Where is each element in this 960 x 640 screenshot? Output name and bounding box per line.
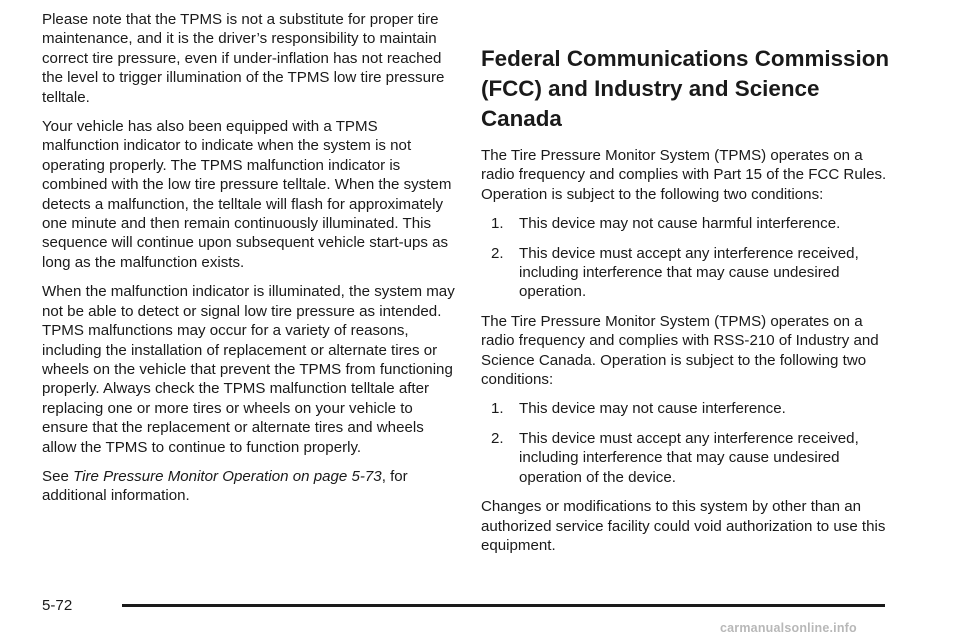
footer-rule [122,604,885,607]
page-number: 5-72 [42,597,73,614]
paragraph-fcc-intro: The Tire Pressure Monitor System (TPMS) operates on a radio frequency and complies with Part 15 of the FCC Rules. Operation is subject to the following two conditions: [481,147,887,203]
paragraph-canada-intro: The Tire Pressure Monitor System (TPMS) operates on a radio frequency and complies with RSS-210 of Industry and Science Canada. Operation is subject to the following two conditions: [481,312,879,389]
fcc-conditions-list [481,214,893,302]
list-item-number: 2. [491,244,504,262]
list-item-text: This device may not cause harmful interference. [519,215,841,233]
left-column [42,10,457,506]
cross-reference-link[interactable]: Tire Pressure Monitor Operation on page 5-73 [73,467,382,485]
right-column [481,10,893,555]
see-text: See [42,467,74,485]
list-item-number: 2. [491,429,504,447]
paragraph-tpms-not-substitute: Please note that the TPMS is not a substitute for proper tire maintenance, and it is the driver’s responsibility to maintain correct tire pressure, even if under-inflation has not reached the level to trigger illumination of the TPMS low tire pressure telltale. [42,11,445,106]
paragraph-malfunction-illuminated: When the malfunction indicator is illuminated, the system may not be able to detect or signal low tire pressure as intended. TPMS malfunctions may occur for a variety of reasons, including the installation of replacement or alternate tires or wheels on the vehicle that prevent the TPMS from functioning properly. Always check the TPMS malfunction telltale after replacing one or more tires or wheels on your vehicle to ensure that the replacement or alternate tires and wheels allow the TPMS to continue to function properly. [42,283,455,456]
paragraph-modifications-warning: Changes or modifications to this system by other than an authorized service facility could void authorization to use this equipment. [481,498,886,554]
list-item-text: This device must accept any interference received, including interference that may cause undesired operation of the device. [519,429,859,486]
watermark-text: carmanualsonline.info [720,621,857,635]
list-item [481,399,893,418]
list-item [481,429,893,487]
see-rest-text: , for additional information. [42,467,408,505]
canada-conditions-list [481,399,893,487]
list-item [481,244,893,302]
section-heading-fcc: Federal Communications Commission (FCC) and Industry and Science Canada [481,46,890,131]
list-item-text: This device may not cause interference. [519,400,786,418]
list-item-number: 1. [491,400,504,418]
paragraph-see-reference [42,467,457,506]
list-item [481,214,893,233]
list-item-number: 1. [491,215,504,233]
paragraph-malfunction-indicator: Your vehicle has also been equipped with a TPMS malfunction indicator to indicate when the system is not operating properly. The TPMS malfunction indicator is combined with the low tire pressure telltale. When the system detects a malfunction, the telltale will flash for approximately one minute and then remain continuously illuminated. This sequence will continue upon subsequent vehicle start-ups as long as the malfunction exists. [42,118,452,271]
list-item-text: This device must accept any interference received, including interference that may cause undesired operation. [519,244,859,301]
